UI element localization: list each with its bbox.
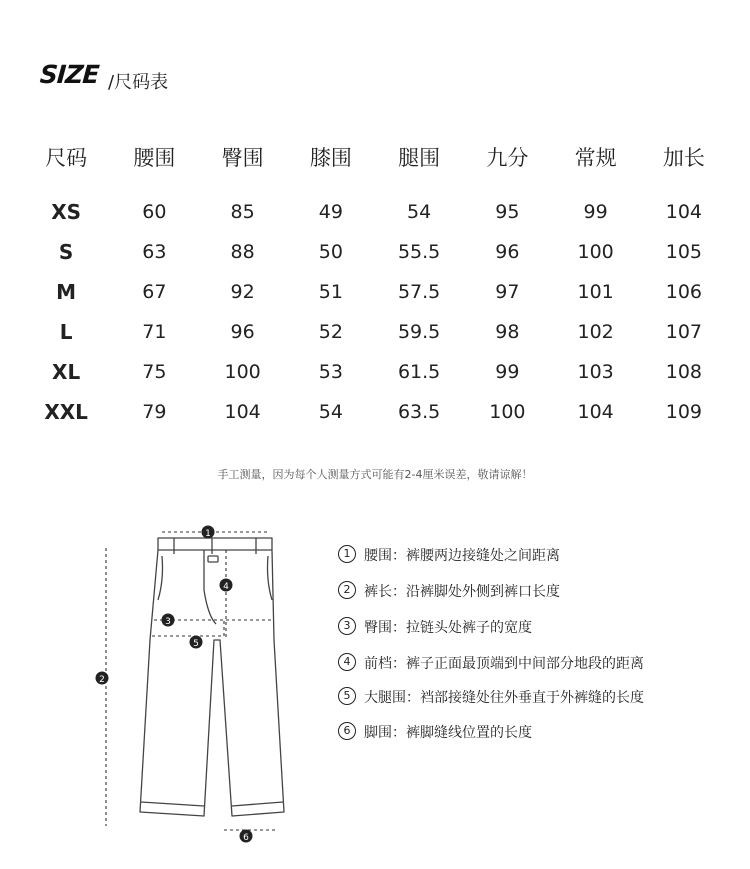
table-cell: 53: [318, 361, 343, 383]
legend-text: 裤长：沿裤脚处外侧到裤口长度: [364, 584, 560, 600]
table-cell: 107: [665, 321, 702, 343]
header-thigh: 腿围: [398, 146, 441, 170]
table-cell: 100: [489, 401, 526, 423]
header-hip: 臀围: [221, 146, 264, 170]
svg-text:5: 5: [193, 639, 199, 649]
legend-number: 3: [338, 617, 356, 635]
legend-text: 臀围：拉链头处裤子的宽度: [364, 620, 532, 636]
table-cell: 104: [577, 401, 614, 423]
measurement-note: 手工测量，因为每个人测量方式可能有2-4厘米误差，敬请谅解！: [217, 468, 533, 481]
table-row: [22, 192, 728, 232]
table-cell: 63.5: [397, 401, 441, 423]
table-cell: 96: [495, 241, 520, 263]
table-cell: 71: [142, 321, 167, 343]
table-cell: 59.5: [397, 321, 441, 343]
table-cell: 95: [495, 201, 520, 223]
header-regular-length: 常规: [574, 146, 617, 170]
table-cell: 75: [142, 361, 167, 383]
header-knee: 膝围: [309, 146, 352, 170]
legend-text: 脚围：裤脚缝线位置的长度: [364, 725, 532, 741]
table-cell: 50: [318, 241, 343, 263]
table-cell: 104: [665, 201, 702, 223]
table-cell: 61.5: [397, 361, 441, 383]
marker-leg-opening-icon: [240, 830, 253, 844]
table-cell: 67: [142, 281, 167, 303]
measurement-markers: [96, 526, 253, 844]
table-cell: 49: [318, 201, 343, 223]
table-row: [22, 312, 728, 352]
marker-hip-icon: [162, 614, 175, 628]
legend-text: 腰围：裤腰两边接缝处之间距离: [364, 548, 560, 564]
pants-measurement-diagram: [92, 520, 302, 850]
legend-number: 1: [338, 545, 356, 563]
legend-number: 5: [338, 687, 356, 705]
table-cell: 60: [142, 201, 167, 223]
legend-number: 2: [338, 581, 356, 599]
table-cell-size: XS: [51, 200, 82, 224]
table-cell: 103: [577, 361, 614, 383]
table-cell-size: L: [59, 320, 73, 344]
header-waist: 腰围: [133, 146, 176, 170]
table-cell: 54: [407, 201, 432, 223]
table-cell: 57.5: [397, 281, 441, 303]
table-cell: 55.5: [397, 241, 441, 263]
table-cell: 99: [495, 361, 520, 383]
svg-text:6: 6: [243, 833, 249, 843]
svg-text:2: 2: [99, 675, 105, 685]
table-cell-size: XL: [52, 360, 81, 384]
table-cell: 54: [318, 401, 343, 423]
table-cell: 108: [665, 361, 702, 383]
table-cell: 85: [230, 201, 255, 223]
table-cell: 106: [665, 281, 702, 303]
table-cell: 100: [224, 361, 261, 383]
table-cell: 97: [495, 281, 520, 303]
size-brand-title: SIZE: [38, 60, 100, 89]
svg-text:1: 1: [205, 529, 211, 539]
header-cropped-length: 九分: [486, 146, 529, 170]
table-cell: 96: [230, 321, 255, 343]
header-size: 尺码: [45, 146, 88, 170]
table-row: [22, 232, 728, 272]
header-long-length: 加长: [662, 146, 705, 170]
legend-text: 前档：裤子正面最顶端到中间部分地段的距离: [364, 656, 644, 672]
table-cell: 99: [583, 201, 608, 223]
table-row: [22, 352, 728, 392]
table-cell-size: M: [56, 280, 77, 304]
table-row: [22, 272, 728, 312]
table-cell: 102: [577, 321, 614, 343]
table-cell: 98: [495, 321, 520, 343]
measurement-guides: [106, 532, 276, 830]
table-cell: 105: [665, 241, 702, 263]
table-cell: 109: [665, 401, 702, 423]
size-chart-table: [22, 136, 728, 432]
table-cell-size: S: [58, 240, 74, 264]
svg-text:3: 3: [165, 617, 171, 627]
marker-front-rise-icon: [220, 579, 233, 593]
table-header-row: [22, 136, 728, 192]
table-cell: 100: [577, 241, 614, 263]
table-cell: 79: [142, 401, 167, 423]
table-cell: 52: [318, 321, 343, 343]
marker-waist-icon: [202, 526, 215, 540]
table-cell: 88: [230, 241, 255, 263]
legend-text: 大腿围：裆部接缝处往外垂直于外裤缝的长度: [364, 690, 644, 706]
svg-text:4: 4: [223, 582, 229, 592]
table-cell: 51: [318, 281, 343, 303]
legend-number: 6: [338, 722, 356, 740]
pants-outline: [140, 538, 284, 816]
table-row: [22, 392, 728, 432]
legend-number: 4: [338, 653, 356, 671]
table-cell: 104: [224, 401, 261, 423]
table-cell: 101: [577, 281, 614, 303]
table-cell: 92: [230, 281, 255, 303]
table-cell: 63: [142, 241, 167, 263]
table-cell-size: XXL: [44, 400, 88, 424]
marker-thigh-icon: [190, 636, 203, 650]
size-chart-subtitle: /尺码表: [108, 72, 169, 93]
marker-length-icon: [96, 672, 109, 686]
